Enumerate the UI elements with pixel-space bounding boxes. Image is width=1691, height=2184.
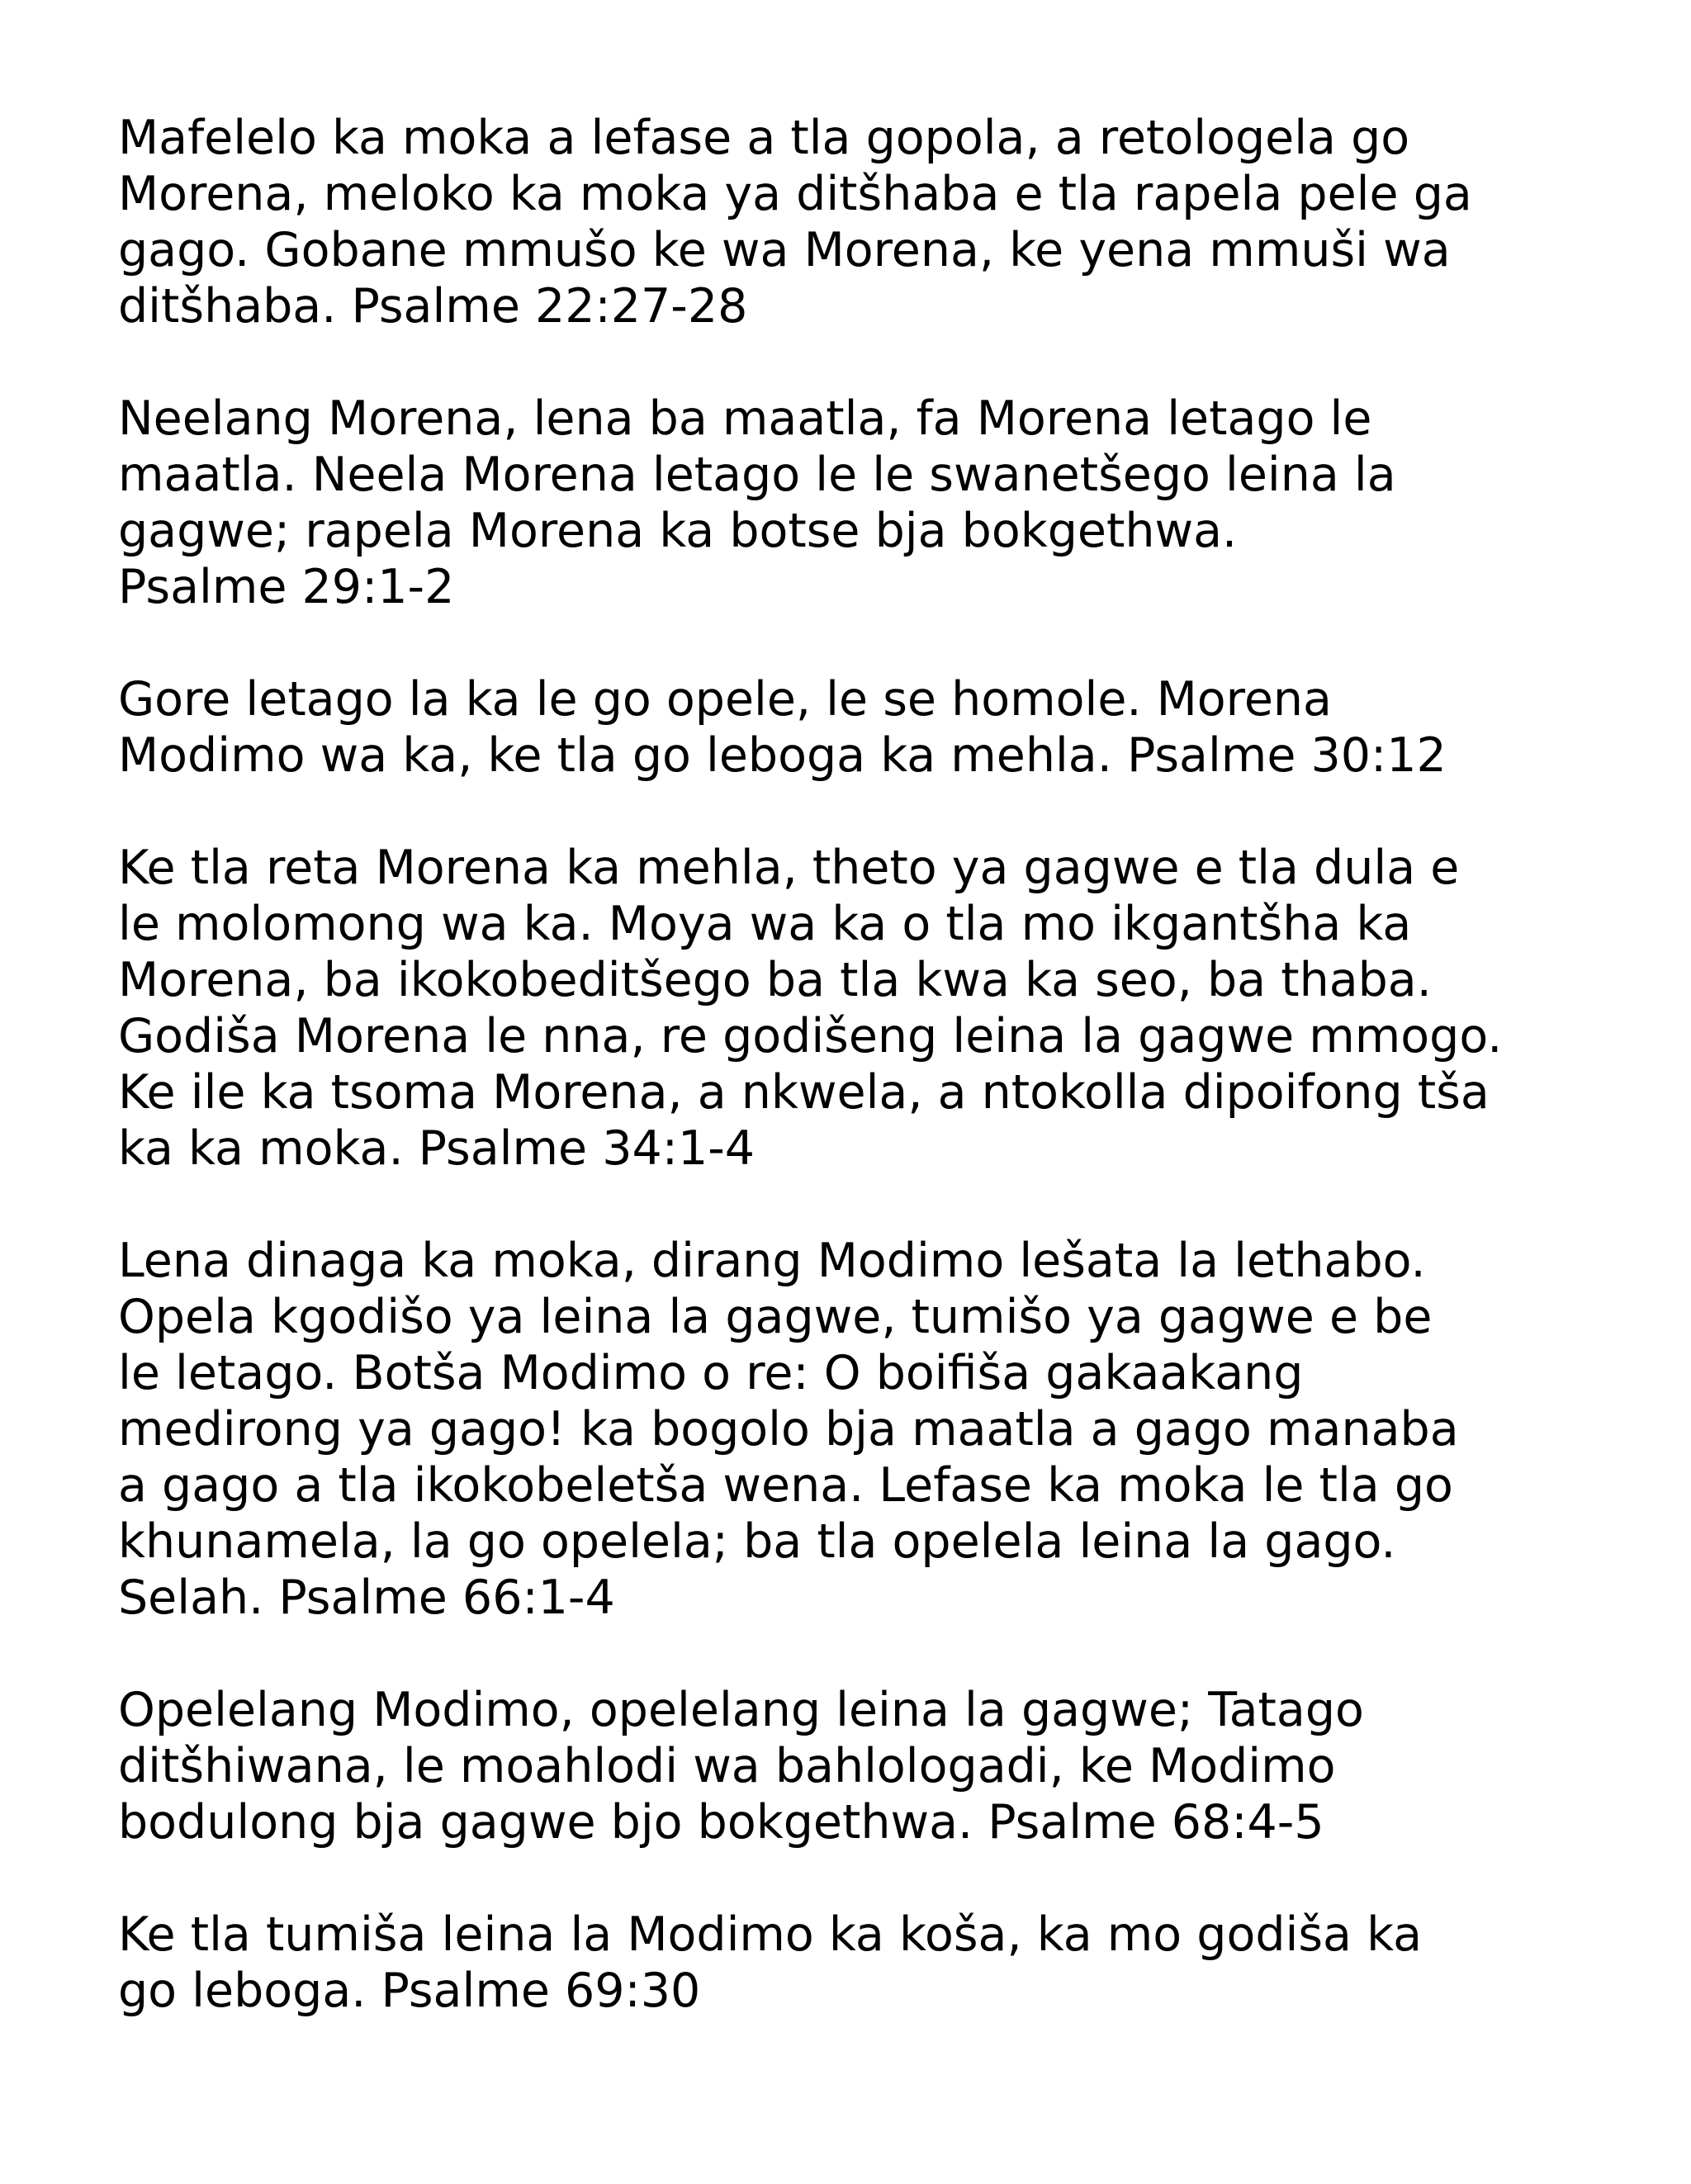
text-line: go leboga. Psalme 69:30 [118,1964,701,2018]
text-line: gago. Gobane mmušo ke wa Morena, ke yena mmuši wa [118,223,1451,277]
text-line: Ke ile ka tsoma Morena, a nkwela, a ntokolla dipoifong tša [118,1065,1490,1120]
paragraph-psalm-30 [118,671,1621,784]
text-line: Opelelang Modimo, opelelang leina la gagwe; Tatago [118,1683,1364,1737]
text-line: Godiša Morena le nna, re godišeng leina la gagwe mmogo. [118,1009,1503,1064]
text-line: bodulong bja gagwe bjo bokgethwa. Psalme 68:4-5 [118,1795,1324,1850]
text-line: le molomong wa ka. Moya wa ka o tla mo ikgantšha ka [118,897,1412,951]
text-line: Selah. Psalme 66:1-4 [118,1570,615,1625]
text-line: medirong ya gago! ka bogolo bja maatla a gago manaba [118,1402,1459,1457]
text-line: maatla. Neela Morena letago le le swanetšego leina la [118,448,1396,502]
text-line: Opela kgodišo ya leina la gagwe, tumišo ya gagwe e be [118,1290,1433,1344]
text-line: Lena dinaga ka moka, dirang Modimo lešata la lethabo. [118,1234,1426,1288]
text-line: gagwe; rapela Morena ka botse bja bokgethwa. [118,504,1238,558]
text-line: le letago. Botša Modimo o re: O boifiša gakaakang [118,1346,1304,1400]
document-page [118,110,1621,2075]
text-line: ka ka moka. Psalme 34:1-4 [118,1121,756,1176]
paragraph-psalm-22 [118,110,1621,334]
text-line: khunamela, la go opelela; ba tla opelela leina la gago. [118,1514,1396,1569]
text-line: Modimo wa ka, ke tla go leboga ka mehla. Psalme 30:12 [118,728,1447,783]
text-line: Morena, meloko ka moka ya ditšhaba e tla rapela pele ga [118,167,1472,221]
paragraph-psalm-69 [118,1907,1621,2019]
paragraph-psalm-29 [118,391,1621,615]
text-line: ditšhiwana, le moahlodi wa bahlologadi, ke Modimo [118,1739,1336,1793]
text-line: Mafelelo ka moka a lefase a tla gopola, a retologela go [118,111,1410,165]
text-line: Ke tla tumiša leina la Modimo ka koša, ka mo godiša ka [118,1907,1423,1962]
text-line: Psalme 29:1-2 [118,560,455,614]
text-line: Morena, ba ikokobeditšego ba tla kwa ka seo, ba thaba. [118,953,1432,1007]
paragraph-psalm-68 [118,1682,1621,1850]
text-line: ditšhaba. Psalme 22:27-28 [118,279,748,334]
paragraph-psalm-34 [118,840,1621,1177]
text-line: Ke tla reta Morena ka mehla, theto ya gagwe e tla dula e [118,841,1460,895]
paragraph-psalm-66 [118,1233,1621,1626]
text-line: a gago a tla ikokobeletša wena. Lefase ka moka le tla go [118,1458,1453,1513]
text-line: Gore letago la ka le go opele, le se homole. Morena [118,672,1332,727]
text-line: Neelang Morena, lena ba maatla, fa Morena letago le [118,391,1372,446]
